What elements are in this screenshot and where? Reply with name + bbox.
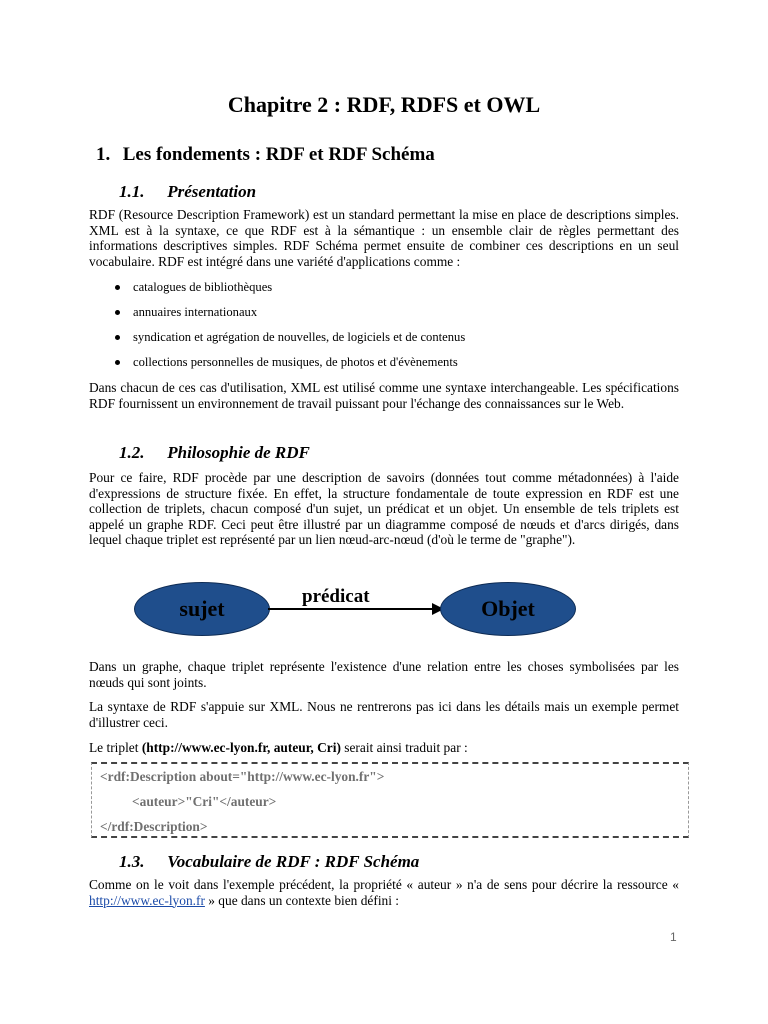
code-line: <auteur>"Cri"</auteur> [132, 794, 277, 809]
subject-node: sujet [134, 582, 270, 636]
subsection-title: Philosophie de RDF [167, 443, 310, 462]
code-line: </rdf:Description> [100, 819, 208, 834]
vocabulary-text-end: » que dans un contexte bien défini : [204, 892, 400, 908]
syntax-paragraph: La syntaxe de RDF s'appuie sur XML. Nous ne rentrerons pas ici dans les détails mais un exemple permet d'illustrer ceci. [89, 699, 679, 730]
triplet-diagram [0, 570, 768, 650]
subsection-number: 1.3. [119, 852, 145, 871]
predicate-arrow-icon [268, 602, 444, 616]
applications-list [115, 278, 465, 378]
section-title: Les fondements : RDF et RDF Schéma [122, 144, 435, 165]
graph-paragraph: Dans un graphe, chaque triplet représente l'existence d'une relation entre les choses symbolisées par les nœuds qui sont joints. [89, 659, 679, 690]
usage-paragraph: Dans chacun de ces cas d'utilisation, XML est utilisé comme une syntaxe interchangeable. Les spécifications RDF fournissent un environnement de travail puissant pour l'échange des connaissances sur le Web. [89, 380, 679, 411]
xml-code-box [91, 762, 689, 838]
subsection-heading-1-1 [119, 182, 256, 202]
list-item: catalogues de bibliothèques [115, 278, 465, 303]
triplet-outro: serait ainsi traduit par : [340, 740, 468, 755]
subsection-title: Présentation [167, 182, 257, 201]
ec-lyon-link[interactable]: http://www.ec-lyon.fr [89, 892, 205, 908]
triplet-intro: Le triplet [89, 740, 142, 755]
presentation-paragraph: RDF (Resource Description Framework) est un standard permettant la mise en place de descriptions simples. XML est à la syntaxe, ce que RDF est à la sémantique : un ensemble clair de règles permettant des informations descriptives simples. RDF Schéma permet ensuite de combiner ces descriptions en un seul vocabulaire. RDF est intégré dans une variété d'applications comme : [89, 207, 679, 269]
chapter-title: Chapitre 2 : RDF, RDFS et OWL [227, 92, 541, 117]
triplet-value: (http://www.ec-lyon.fr, auteur, Cri) [141, 740, 341, 755]
subsection-number: 1.2. [119, 443, 145, 462]
subsection-number: 1.1. [119, 182, 145, 201]
object-node: Objet [440, 582, 576, 636]
code-line: <rdf:Description about="http://www.ec-lyon.fr"> [100, 769, 385, 784]
list-item: syndication et agrégation de nouvelles, de logiciels et de contenus [115, 328, 465, 353]
section-number: 1. [96, 144, 111, 165]
list-item: collections personnelles de musiques, de photos et d'évènements [115, 353, 465, 378]
subsection-title: Vocabulaire de RDF : RDF Schéma [167, 852, 420, 871]
subsection-heading-1-3 [119, 852, 419, 872]
vocabulary-paragraph [89, 877, 679, 908]
philosophy-paragraph: Pour ce faire, RDF procède par une description de savoirs (données tout comme métadonnées) à l'aide d'expressions de structure fixée. En effet, la structure fondamentale de toute expression en RDF est une collection de triplets, chacun composé d'un sujet, un prédicat et un objet. Un ensemble de tels triplets est appelé un graphe RDF. Ceci peut être illustré par un diagramme composé de nœuds et d'arcs dirigés, dans lequel chaque triplet est représenté par un lien nœud-arc-nœud (d'où le terme de "graphe"). [89, 470, 679, 548]
section-heading [96, 144, 435, 166]
page-number: 1 [670, 930, 677, 944]
predicate-label: prédicat [302, 586, 370, 607]
triplet-line [89, 740, 679, 756]
vocabulary-text-start: Comme on le voit dans l'exemple précédent, la propriété « auteur » n'a de sens pour décrire la ressource « [89, 877, 679, 892]
subsection-heading-1-2 [119, 443, 310, 463]
list-item: annuaires internationaux [115, 303, 465, 328]
